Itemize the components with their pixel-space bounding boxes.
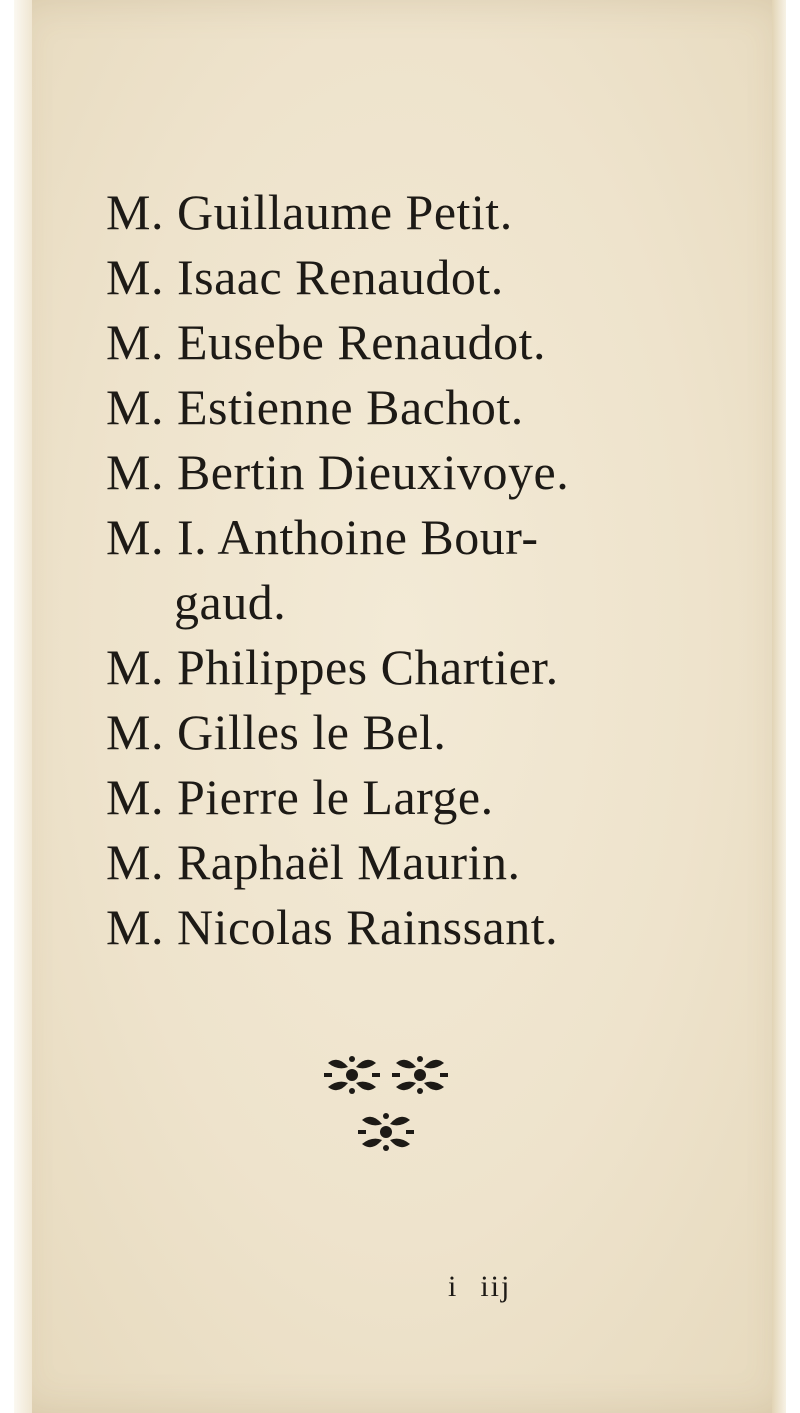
name-list (106, 180, 569, 960)
page-edge (772, 0, 786, 1413)
list-item: M. Philippes Chartier. (106, 639, 559, 695)
page-gutter (14, 0, 32, 1413)
list-item: M. Eusebe Renaudot. (106, 314, 546, 370)
list-item: M. I. Anthoine Bour- (106, 509, 539, 565)
list-item: M. Guillaume Petit. (106, 184, 513, 240)
signature-letter: i (448, 1270, 459, 1303)
printer-fleuron-ornament-icon (319, 1050, 459, 1170)
list-item: M. Raphaël Maurin. (106, 834, 521, 890)
list-item: M. Nicolas Rainssant. (106, 899, 559, 955)
signature-numeral: iij (480, 1270, 512, 1303)
list-item: M. Pierre le Large. (106, 769, 494, 825)
list-item: M. Bertin Dieuxivoye. (106, 444, 570, 500)
list-item: M. Gilles le Bel. (106, 704, 447, 760)
list-item-continuation: gaud. (174, 574, 287, 630)
book-page (14, 0, 786, 1413)
list-item: M. Estienne Bachot. (106, 379, 524, 435)
list-item: M. Isaac Renaudot. (106, 249, 504, 305)
signature-mark (448, 1270, 533, 1304)
